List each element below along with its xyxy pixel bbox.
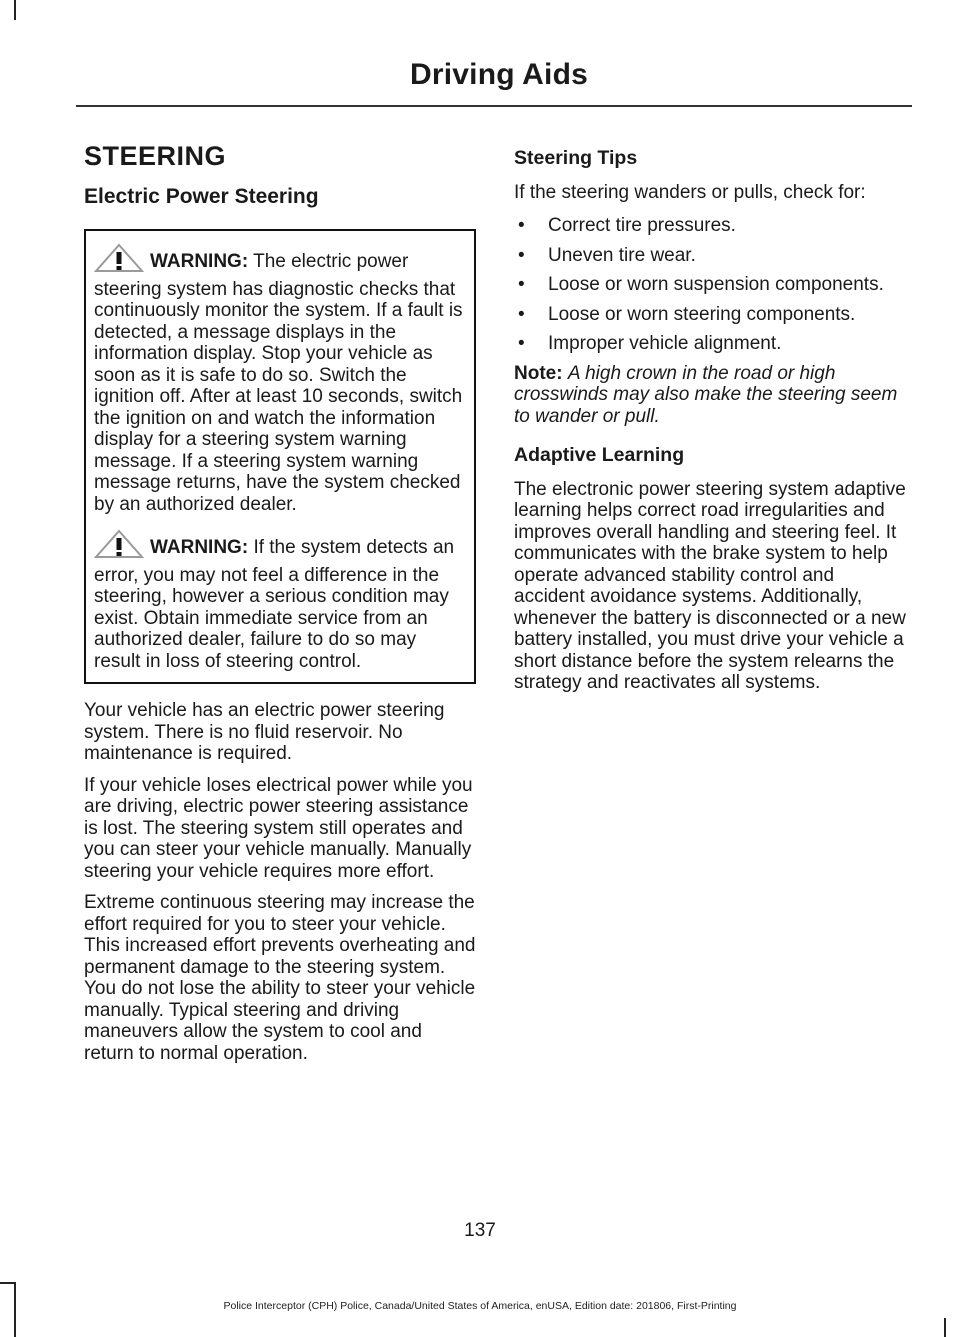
page-title: Driving Aids [410, 58, 588, 91]
right-column [514, 140, 910, 704]
paragraph: Extreme continuous steering may increase the effort required for you to steer your vehicle. This increased effort prevents overheating and permanent damage to the steering system. You do not lose the ability to steer your vehicle manually. Typical steering and driving maneuvers allow the system to cool and return to normal operation. [84, 892, 476, 1064]
adaptive-learning-heading: Adaptive Learning [514, 444, 685, 466]
list-item: • Correct tire pressures. [514, 215, 910, 237]
note [514, 363, 910, 428]
note-label: Note: [514, 362, 563, 384]
warning-label: WARNING: [150, 537, 249, 558]
paragraph: If your vehicle loses electrical power while you are driving, electric power steering assistance is lost. The steering system still operates and you can steer your vehicle manually. Manually steering your vehicle requires more effort. [84, 774, 473, 882]
warning-text: The electric power steering system has diagnostic checks that continuously monitor the system. If a fault is detected, a message displays in the information display. Stop your vehicle as soon as it is safe to do so. Switch the ignition off. After at least 10 seconds, switch the ignition on and watch the information display for a steering system warning message. If a steering system warning message returns, have the system checked by an authorized dealer. [94, 251, 463, 515]
left-column [84, 140, 476, 1074]
tips-list [514, 215, 910, 355]
warning-triangle-icon [94, 243, 144, 279]
warning-1 [94, 243, 466, 515]
warning-label: WARNING: [150, 251, 249, 272]
warning-2 [94, 529, 466, 672]
edition-footer: Police Interceptor (CPH) Police, Canada/United States of America, enUSA, Edition date: 201806, First-Printing [223, 1300, 737, 1312]
warning-box [84, 229, 476, 684]
list-item: • Improper vehicle alignment. [514, 333, 910, 355]
list-item: • Loose or worn steering components. [514, 304, 910, 326]
warning-triangle-icon [94, 529, 144, 565]
section-title: STEERING [84, 141, 227, 171]
crop-mark-bottom-right [944, 1318, 946, 1337]
crop-mark-top-left [14, 0, 16, 20]
paragraph: Your vehicle has an electric power steering system. There is no fluid reservoir. No maintenance is required. [84, 700, 445, 764]
page-number: 137 [464, 1220, 496, 1241]
list-item: • Loose or worn suspension components. [514, 274, 910, 296]
steering-tips-heading: Steering Tips [514, 147, 638, 169]
crop-mark-bottom-left-h [0, 1282, 15, 1284]
header-divider [76, 105, 912, 107]
tips-intro: If the steering wanders or pulls, check for: [514, 181, 866, 203]
subsection-title: Electric Power Steering [84, 184, 319, 208]
note-text: A high crown in the road or high crosswinds may also make the steering seem to wander or pull. [514, 362, 898, 427]
warning-text: If the system detects an error, you may not feel a difference in the steering, however a serious condition may exist. Obtain immediate service from an authorized dealer, failure to do so may result in loss of steering control. [94, 537, 455, 672]
list-item: • Uneven tire wear. [514, 245, 910, 267]
adaptive-learning-text: The electronic power steering system adaptive learning helps correct road irregularities and improves overall handling and steering feel. It communicates with the brake system to help operate advanced stability control and accident avoidance systems. Additionally, whenever the battery is disconnected or a new battery installed, you must drive your vehicle a short distance before the system relearns the strategy and reactivates all systems. [514, 478, 906, 693]
